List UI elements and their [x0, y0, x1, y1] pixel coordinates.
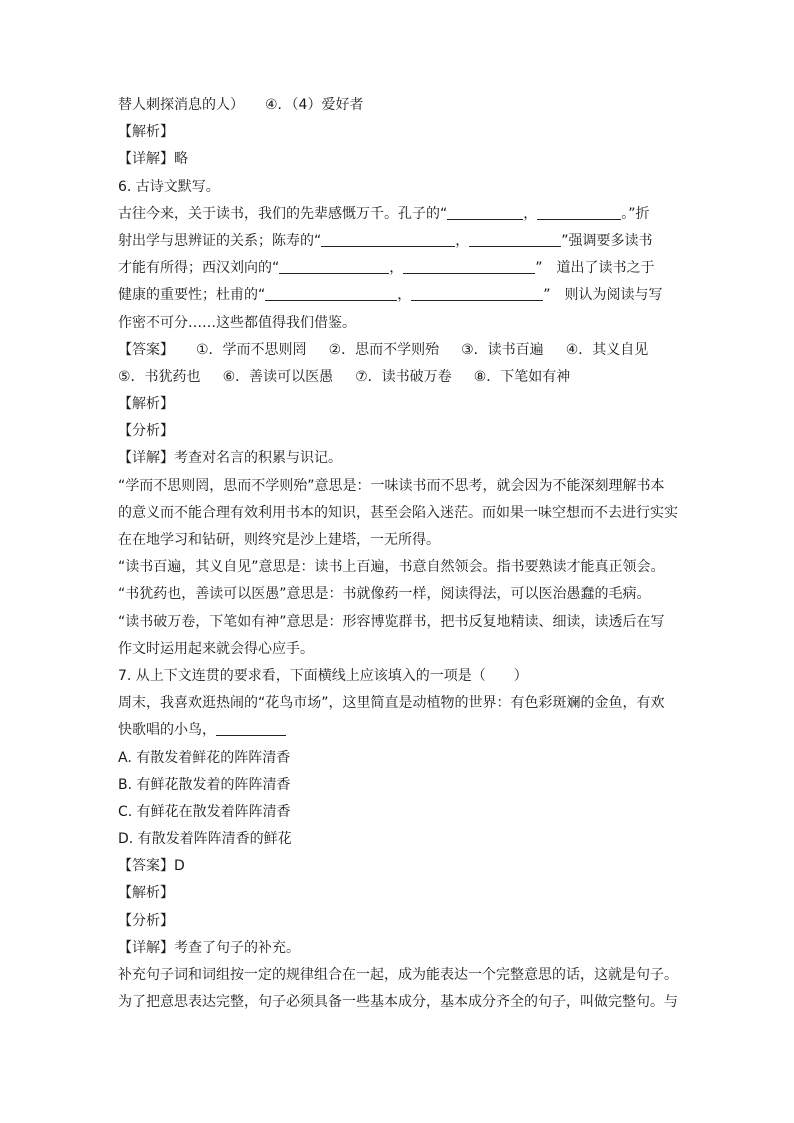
q7-passage: 快歌唱的小鸟， — [118, 717, 678, 744]
answer-item: ⑤．书犹药也 — [118, 368, 201, 385]
q7-explanation: 补充句子词和词组按一定的规律组合在一起，成为能表达一个完整意思的话，这就是句子。 — [118, 967, 678, 983]
answer-item: ⑥．善读可以医愚 — [222, 368, 334, 385]
q7-passage: 周末，我喜欢逛热闹的“花鸟市场”，这里简直是动植物的世界：有色彩斑斓的金鱼，有欢 — [118, 695, 665, 712]
fill-blank — [321, 232, 455, 247]
q6-title: 6. 古诗文默写。 — [118, 178, 220, 195]
q6-line-3: 才能有所得；西汉刘向的“ ， ” 道出了读书之于 — [118, 260, 655, 277]
fill-blank — [216, 721, 286, 736]
answer-item: ⑦．读书破万卷 — [355, 368, 452, 385]
q6-line-2: 射出学与思辨证的关系；陈寿的“ ， ”强调要多读书 — [118, 232, 653, 249]
q6-explanation: 作文时运用起来就会得心应手。 — [118, 640, 314, 657]
q6-line-5: 作密不可分……这些都值得我们借鉴。 — [118, 314, 356, 331]
q5-xiangjie: 【详解】略 — [118, 151, 188, 168]
q7-jiexi: 【解析】 — [118, 885, 174, 902]
document-page — [118, 92, 678, 1016]
q7-option-d: D. 有散发着阵阵清香的鲜花 — [118, 831, 292, 848]
q7-title: 7. 从上下文连贯的要求看，下面横线上应该填入的一项是（ ） — [118, 667, 528, 684]
q6-answer-row-1: 【答案】 ①．学而不思则罔 ②．思而不学则殆 ③．读书百遍 ④．其义自见 — [118, 337, 678, 364]
answer-item: ④．其义自见 — [565, 341, 649, 358]
q6-xiangjie: 【详解】考查对名言的积累与识记。 — [118, 450, 342, 467]
q7-option-b: B. 有鲜花散发着的阵阵清香 — [118, 776, 291, 793]
q6-line-1: 古往今来，关于读书，我们的先辈感慨万千。孔子的“ ， 。”折 — [118, 205, 650, 222]
q6-explanation: “读书破万卷，下笔如有神”意思是：形容博览群书，把书反复地精读、细读，读透后在写 — [118, 613, 665, 630]
q7-xiangjie: 【详解】考查了句子的补充。 — [118, 939, 300, 956]
q6-explanation: 在在地学习和钻研，则终究是沙上建塔，一无所得。 — [118, 532, 440, 548]
q5-jiexi: 【解析】 — [118, 124, 174, 141]
fill-blank — [537, 205, 621, 220]
q7-option-a: A. 有散发着鲜花的阵阵清香 — [118, 749, 291, 766]
fill-blank — [279, 259, 389, 274]
fill-blank — [469, 232, 561, 247]
q6-explanation: 的意义而不能合理有效利用书本的知识，甚至会陷入迷茫。而如果一味空想而不去进行实实 — [118, 504, 678, 521]
fill-blank — [403, 259, 535, 274]
q7-answer: 【答案】D — [118, 858, 185, 875]
q7-explanation: 为了把意思表达完整，句子必须具备一些基本成分，基本成分齐全的句子，叫做完整句。与 — [118, 994, 678, 1011]
answer-item: ②．思而不学则殆 — [328, 341, 440, 358]
q7-fenxi: 【分析】 — [118, 912, 174, 929]
fill-blank — [265, 286, 397, 301]
answer-item: ③．读书百遍 — [461, 341, 544, 358]
q6-line-4: 健康的重要性；杜甫的“ ， ” 则认为阅读与写 — [118, 287, 663, 304]
q5-tail: 替人刺探消息的人） ④．（4）爱好者 — [118, 97, 364, 113]
q6-answer-row-2 — [118, 364, 678, 391]
fill-blank — [411, 286, 543, 301]
q6-explanation: “学而不思则罔，思而不学则殆”意思是：一味读书而不思考，就会因为不能深刻理解书本 — [118, 477, 665, 494]
q6-explanation: “书犹药也，善读可以医愚”意思是：书就像药一样，阅读得法，可以医治愚蠢的毛病。 — [118, 586, 651, 603]
q6-jiexi: 【解析】 — [118, 396, 174, 413]
answer-item: ①．学而不思则罔 — [196, 341, 307, 358]
answer-item: ⑧．下笔如有神 — [473, 368, 571, 385]
q7-option-c: C. 有鲜花在散发着阵阵清香 — [118, 803, 291, 820]
q6-explanation: “读书百遍，其义自见”意思是：读书上百遍，书意自然领会。指书要熟读才能真正领会。 — [118, 559, 665, 576]
fill-blank — [447, 205, 523, 220]
q6-fenxi: 【分析】 — [118, 423, 174, 440]
